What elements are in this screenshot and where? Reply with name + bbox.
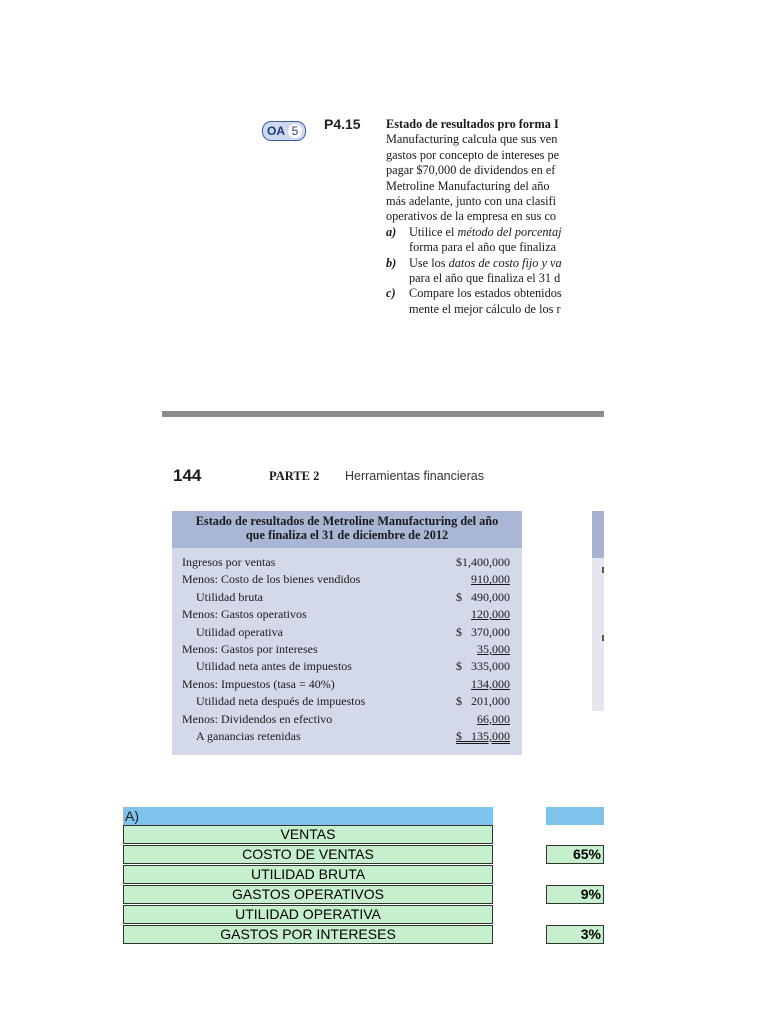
problem-line: Manufacturing calcula que sus ven — [386, 132, 558, 147]
statement-row — [182, 589, 512, 606]
page-divider — [162, 411, 604, 417]
statement-row — [182, 658, 512, 675]
item-label: b) — [386, 255, 397, 270]
statement-row-label: Menos: Costo de los bienes vendidos — [182, 572, 361, 587]
statement-row-label: Menos: Dividendos en efectivo — [182, 711, 333, 726]
statement-row-label: A ganancias retenidas — [196, 729, 301, 743]
income-statement — [172, 511, 522, 755]
sheet-row-label[interactable]: VENTAS — [123, 825, 493, 844]
statement-row-value: $ 370,000 — [456, 624, 510, 639]
statement-row-label: Utilidad neta antes de impuestos — [196, 659, 352, 674]
page-number: 144 — [173, 466, 202, 485]
badge-number: 5 — [288, 124, 302, 138]
statement-row-value: $ 135,000 — [456, 729, 510, 743]
problem-item-b — [386, 256, 604, 271]
statement-row — [182, 693, 512, 710]
statement-row — [182, 711, 512, 728]
statement-row — [182, 554, 512, 571]
adjacent-table-edge — [592, 511, 604, 711]
section-header-right — [546, 807, 604, 825]
problem-line: Metroline Manufacturing del año — [386, 178, 550, 193]
statement-row-label: Menos: Gastos operativos — [182, 607, 307, 622]
part-title: Herramientas financieras — [345, 469, 484, 483]
problem-item-c-cont: mente el mejor cálculo de los r — [409, 301, 561, 316]
problem-line: Estado de resultados pro forma I — [386, 117, 559, 131]
item-text: Use los — [409, 255, 449, 270]
sheet-percent-cell[interactable]: 3% — [546, 925, 604, 944]
problem-line: operativos de la empresa en sus co — [386, 209, 557, 224]
adjacent-table-header — [592, 511, 604, 558]
part-label: PARTE 2 — [269, 469, 320, 483]
learning-objective-badge — [262, 121, 306, 141]
statement-row-value: 66,000 — [477, 711, 510, 726]
statement-row-value: $ 490,000 — [456, 589, 510, 604]
statement-row-label: Utilidad neta después de impuestos — [196, 694, 366, 709]
statement-title-line2: que finaliza el 31 de diciembre de 2012 — [245, 527, 449, 542]
sheet-percent-cell[interactable]: 9% — [546, 885, 604, 904]
item-text-italic: datos de costo fijo y va — [448, 255, 562, 270]
problem-number: P4.15 — [324, 116, 361, 132]
statement-row-value: $ 335,000 — [456, 659, 510, 674]
sheet-row-label[interactable]: GASTOS POR INTERESES — [123, 925, 493, 944]
problem-item-c — [386, 286, 604, 301]
item-text: Compare los estados obtenidos — [409, 286, 562, 301]
edge-mark — [602, 635, 604, 641]
problem-line: pagar $70,000 de dividendos en ef — [386, 163, 556, 178]
statement-row — [182, 728, 512, 745]
statement-row-label: Menos: Gastos por intereses — [182, 642, 318, 656]
item-text-italic: método del porcentaj — [457, 224, 562, 239]
statement-row-label: Utilidad operativa — [196, 624, 283, 639]
sheet-row-label[interactable]: GASTOS OPERATIVOS — [123, 885, 493, 904]
statement-row-value: 120,000 — [471, 607, 510, 622]
problem-line: gastos por concepto de intereses pe — [386, 147, 560, 162]
edge-mark — [602, 567, 604, 573]
statement-title-line1: Estado de resultados de Metroline Manufacturing del año — [195, 514, 499, 528]
statement-row-value: 134,000 — [471, 676, 510, 691]
sheet-row-label[interactable]: UTILIDAD BRUTA — [123, 865, 493, 884]
statement-title — [172, 511, 522, 548]
sheet-percent-cell[interactable]: 65% — [546, 845, 604, 864]
problem-item-b-cont: para el año que finaliza el 31 d — [409, 271, 561, 286]
statement-row-label: Utilidad bruta — [196, 589, 263, 604]
statement-row-value: $1,400,000 — [456, 555, 510, 569]
item-label: a) — [386, 224, 397, 239]
statement-row-label: Ingresos por ventas — [182, 555, 276, 569]
problem-item-a — [386, 225, 604, 240]
sheet-row-label[interactable]: UTILIDAD OPERATIVA — [123, 905, 493, 924]
statement-row — [182, 641, 512, 658]
problem-item-a-cont: forma para el año que finaliza — [409, 240, 557, 255]
problem-line: más adelante, junto con una clasifi — [386, 194, 557, 209]
statement-row — [182, 624, 512, 641]
badge-text: OA — [267, 124, 285, 138]
statement-row — [182, 606, 512, 623]
problem-text — [386, 117, 604, 327]
statement-row-label: Menos: Impuestos (tasa = 40%) — [182, 676, 335, 691]
item-text: Utilice el — [409, 224, 458, 239]
statement-row — [182, 571, 512, 588]
item-label: c) — [386, 286, 396, 301]
statement-row-value: 910,000 — [471, 572, 510, 587]
section-header: A) — [123, 807, 493, 825]
sheet-row-label[interactable]: COSTO DE VENTAS — [123, 845, 493, 864]
statement-row — [182, 676, 512, 693]
statement-row-value: 35,000 — [477, 642, 510, 656]
statement-row-value: $ 201,000 — [456, 694, 510, 709]
